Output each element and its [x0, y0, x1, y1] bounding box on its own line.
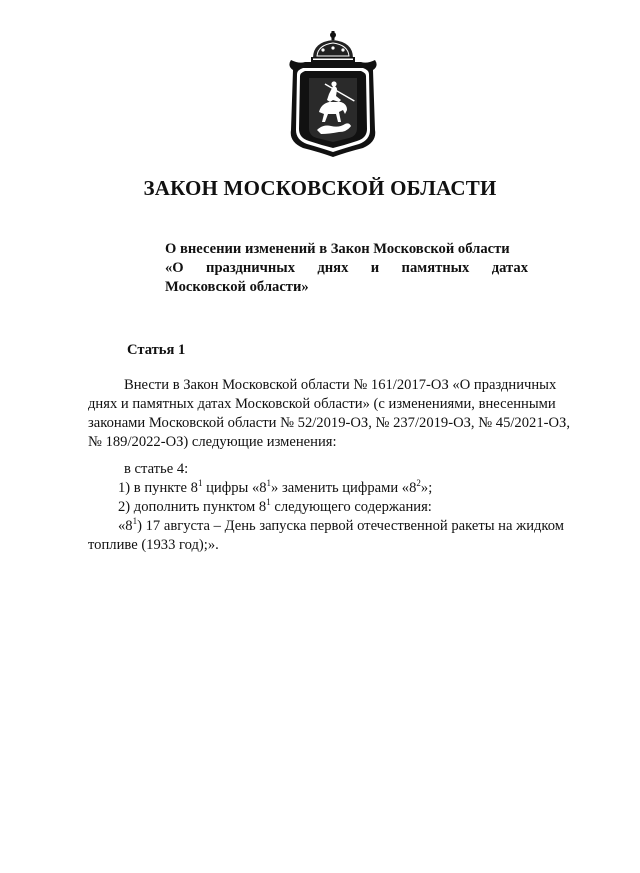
- subtitle-line-1: О внесении изменений в Закон Московской области: [165, 241, 510, 257]
- law-subtitle: [165, 240, 528, 297]
- subtitle-line-2: «О праздничных днях и памятных датах: [165, 260, 528, 276]
- quote-line-2: топливе (1933 год);».: [88, 537, 219, 553]
- intro-line-1: Внести в Закон Московской области № 161/2017-ОЗ «О праздничных: [124, 377, 557, 393]
- crown-icon: [311, 31, 355, 62]
- coat-of-arms-emblem: [283, 30, 383, 158]
- subtitle-line-3: Московской области»: [165, 279, 309, 295]
- change-item-2: 2) дополнить пунктом $8^1$ следующего содержания:: [118, 497, 432, 515]
- intro-line-4: № 189/2022-ОЗ) следующие изменения:: [88, 434, 337, 450]
- article-intro-paragraph: [88, 376, 570, 452]
- intro-line-2: днях и памятных датах Московской области» (с изменениями, внесенными: [88, 396, 556, 412]
- article-heading: Статья 1: [127, 342, 186, 358]
- document-title: ЗАКОН МОСКОВСКОЙ ОБЛАСТИ: [143, 176, 497, 200]
- change-item-1: 1) в пункте $8^1$ цифры «$8^1$» заменить цифрами «$8^2$»;: [118, 478, 433, 496]
- intro-line-3: законами Московской области № 52/2019-ОЗ, № 237/2019-ОЗ, № 45/2021-ОЗ,: [88, 415, 570, 431]
- quote-line-1: «$8^1$) 17 августа – День запуска первой отечественной ракеты на жидком: [118, 516, 565, 534]
- changes-lead: в статье 4:: [124, 461, 189, 477]
- changes-paragraph: [88, 460, 565, 555]
